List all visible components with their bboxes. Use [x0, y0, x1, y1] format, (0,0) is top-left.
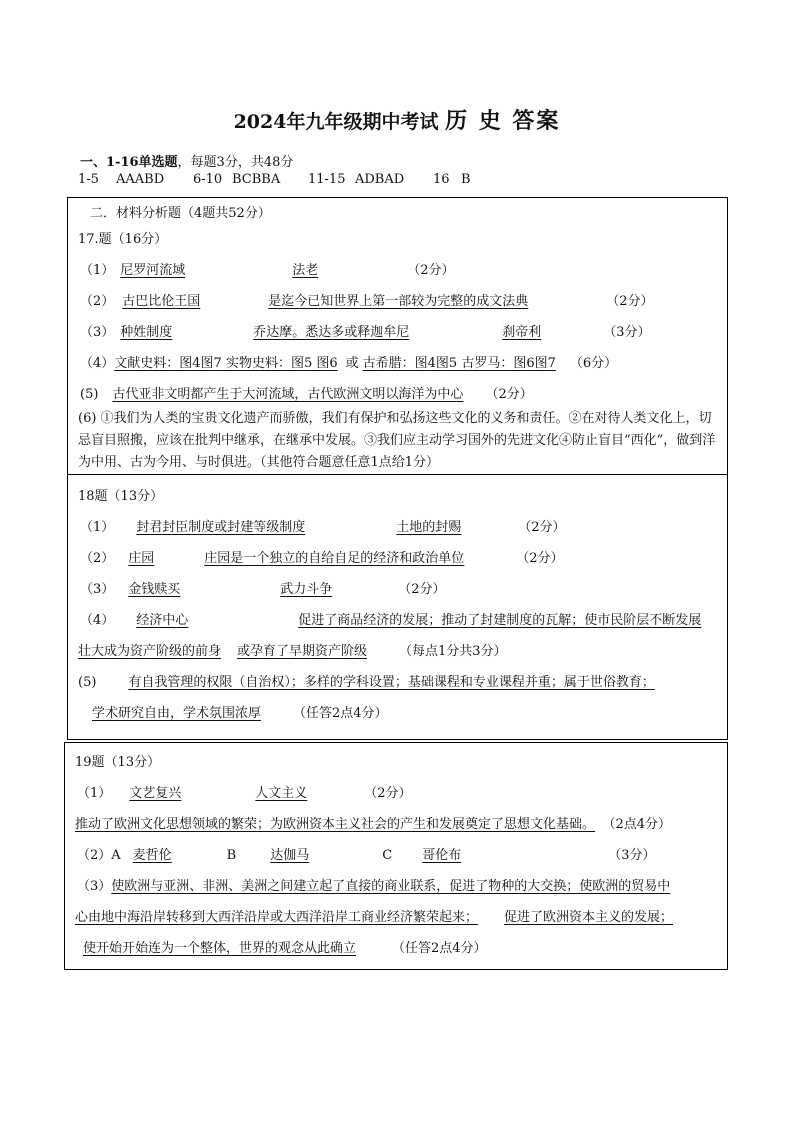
q19-line3: （3）使欧洲与亚洲、非洲、美洲之间建立起了直接的商业联系，促进了物种的大交换；使欧洲的贸易中 — [77, 879, 671, 894]
q19-answer: 麦哲伦 — [132, 848, 172, 863]
q19-answer: 达伽马 — [270, 848, 310, 863]
q17-line2: （2） 古巴比伦王国 是迄今已知世界上第一部较为完整的成文法典 （2分） — [80, 294, 654, 309]
q18-answer: 经济中心 — [136, 613, 189, 628]
q19-answer: 心由地中海沿岸转移到大西洋沿岸或大西洋沿岸工商业经济繁荣起来； — [75, 910, 479, 925]
q18-answer: 有自我管理的权限（自治权）；多样的学科设置；基础课程和专业课程并重；属于世俗教育； — [128, 675, 655, 690]
q17-line1: （1） 尼罗河流域 法老 （2分） — [80, 263, 455, 278]
q17-answer: 尼罗河流域 — [120, 263, 186, 278]
answer-range: 6-10 — [193, 172, 223, 187]
q18-line1: （1） 封君封臣制度或封建等级制度 土地的封赐 （2分） — [80, 520, 566, 535]
q17-answer: 是迄今已知世界上第一部较为完整的成文法典 — [268, 294, 529, 309]
title-subject: 历 史 答案 — [445, 108, 561, 134]
q18-line5: (5) 有自我管理的权限（自治权）；多样的学科设置；基础课程和专业课程并重；属于世俗教育； — [78, 675, 659, 691]
answer-range: 16 — [433, 172, 450, 187]
question-18-box — [67, 474, 728, 740]
q18-answer: 促进了商品经济的发展；推动了封建制度的瓦解；使市民阶层不断发展 — [298, 613, 702, 628]
q17-answer: 种姓制度 — [120, 325, 173, 340]
q19-answer: 促进了欧洲资本主义的发展； — [504, 910, 674, 925]
q19-title: 19题（13分） — [75, 755, 161, 770]
q17-answer: 法老 — [292, 263, 319, 278]
q18-line3: （3） 金钱赎买 武力斗争 （2分） — [80, 582, 446, 597]
q19-answer: 文艺复兴 — [129, 786, 182, 801]
q19-line3c: 使开始开始连为一个整体，世界的观念从此确立 （任答2点4分） — [75, 941, 487, 957]
q18-title: 18题（13分） — [78, 489, 164, 504]
question-19-box — [64, 742, 728, 970]
q17-answer: 古希腊：图4图5 古罗马：图6图7 — [362, 356, 556, 371]
q17-line5: (5) 古代亚非文明都产生于大河流域，古代欧洲文明以海洋为中心 （2分） — [80, 387, 533, 402]
q18-line4: （4） 经济中心 促进了商品经济的发展；推动了封建制度的瓦解；使市民阶层不断发展 — [80, 613, 702, 628]
q19-answer: 使开始开始连为一个整体，世界的观念从此确立 — [83, 941, 357, 956]
q18-answer: 武力斗争 — [280, 582, 333, 597]
q18-answer: 壮大成为资产阶级的前身 — [78, 644, 222, 659]
question-17-box — [67, 197, 728, 475]
q18-answer: 或孕育了早期资产阶级 — [237, 644, 368, 659]
q17-line3: （3） 种姓制度 乔达摩。悉达多或释迦牟尼 刹帝利 （3分） — [80, 325, 651, 340]
q18-line4b: 壮大成为资产阶级的前身 或孕育了早期资产阶级 （每点1分共3分） — [78, 644, 507, 659]
answer-value: ADBAD — [355, 172, 405, 187]
q19-line1: （1） 文艺复兴 人文主义 （2分） — [77, 786, 412, 801]
q19-answer: 哥伦布 — [422, 848, 462, 863]
q18-answer: 土地的封赐 — [396, 520, 462, 535]
answer-range: 1-5 — [78, 172, 99, 187]
answer-value: B — [461, 172, 471, 187]
q19-line2: （2）A 麦哲伦 B 达伽马 C 哥伦布 （3分） — [77, 848, 656, 863]
q17-line6: (6) ①我们为人类的宝贵文化遗产而骄傲，我们有保护和弘扬这些文化的义务和责任。②在对待人类文化上，切忌盲目照搬，应该在批判中继承，在继承中发展。③我们应主动学习国外的先进文化④防止盲目“西化”，做到洋为中用、古为今用、与时俱进。（其他符合题意任意1点给1分） — [78, 411, 716, 470]
section1-header-bold: 一、1-16单选题 — [80, 155, 178, 170]
q19-line3b — [75, 910, 677, 926]
q18-answer: 金钱赎买 — [128, 582, 181, 597]
section2-header: 二．材料分析题（4题共52分） — [90, 206, 271, 221]
q17-answer: 文献史料：图4图7 实物史料：图5 图6 — [114, 356, 338, 371]
q17-answer: 古巴比伦王国 — [122, 294, 201, 309]
section1-header — [80, 151, 293, 170]
q17-answer: 刹帝利 — [502, 325, 542, 340]
q18-answer: 学术研究自由，学术氛围浓厚 — [92, 706, 262, 721]
q18-answer: 封君封臣制度或封建等级制度 — [136, 520, 306, 535]
q17-answer: 古代亚非文明都产生于大河流域，古代欧洲文明以海洋为中心 — [112, 387, 464, 402]
q19-answer: 推动了欧洲文化思想领域的繁荣；为欧洲资本主义社会的产生和发展奠定了思想文化基础。 — [75, 817, 596, 832]
q17-answer: 乔达摩。悉达多或释迦牟尼 — [253, 325, 410, 340]
q17-line4: （4）文献史料：图4图7 实物史料：图5 图6 或 古希腊：图4图5 古罗马：图6图7 （6分） — [80, 356, 618, 371]
q18-answer: 庄园 — [128, 551, 155, 566]
q18-answer: 庄园是一个独立的自给自足的经济和政治单位 — [204, 551, 465, 566]
q19-line1b: 推动了欧洲文化思想领域的繁荣；为欧洲资本主义社会的产生和发展奠定了思想文化基础。 （2点4分） — [75, 817, 672, 832]
q19-answer: 人文主义 — [255, 786, 308, 801]
q19-answer: 使欧洲与亚洲、非洲、美洲之间建立起了直接的商业联系，促进了物种的大交换；使欧洲的贸易中 — [111, 879, 671, 894]
page-title — [0, 104, 794, 135]
answer-value: BCBBA — [232, 172, 281, 187]
q18-line5b: 学术研究自由，学术氛围浓厚 （任答2点4分） — [78, 706, 388, 722]
answer-range: 11-15 — [308, 172, 346, 187]
answer-value: AAABD — [116, 172, 165, 187]
section1-header-rest: ，每题3分，共48分 — [177, 155, 294, 170]
q17-title: 17.题（16分） — [78, 232, 168, 247]
q18-line2: （2） 庄园 庄园是一个独立的自给自足的经济和政治单位 （2分） — [80, 551, 564, 566]
title-main: 2024年九年级期中考试 — [233, 111, 439, 133]
